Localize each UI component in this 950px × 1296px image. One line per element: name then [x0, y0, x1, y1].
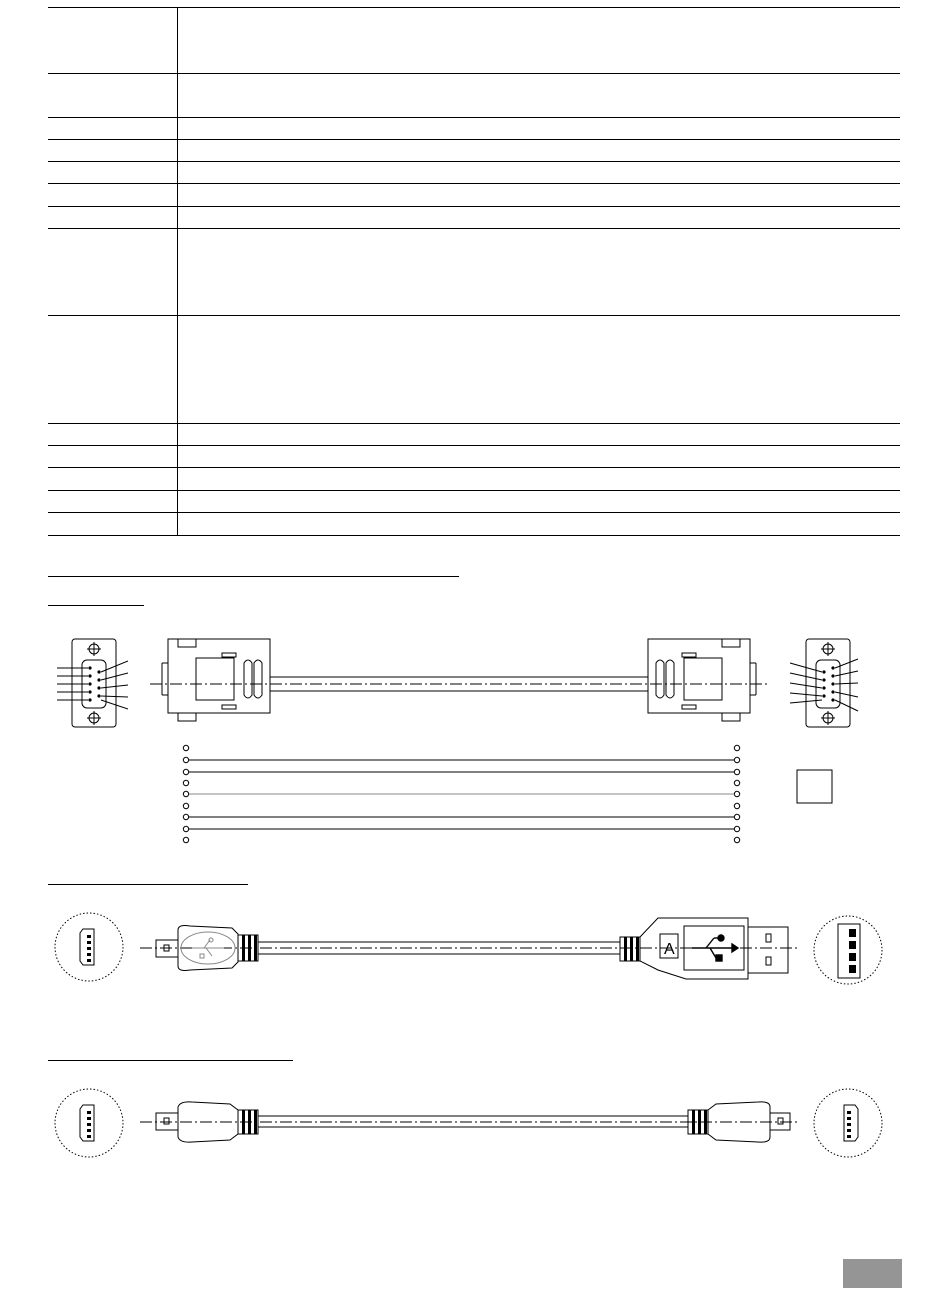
db9-plug-left	[162, 639, 648, 721]
row-label	[48, 118, 178, 140]
row-label	[48, 162, 178, 184]
table-row	[48, 184, 900, 207]
row-value	[178, 140, 901, 162]
spec-table	[48, 7, 900, 536]
row-label	[48, 207, 178, 229]
table-row	[48, 446, 900, 468]
row-value	[178, 207, 901, 229]
table-row	[48, 491, 900, 513]
page-number-badge	[843, 1259, 902, 1288]
table-row	[48, 140, 900, 162]
micro-usb-end-view-left	[55, 1089, 123, 1157]
row-value	[178, 118, 901, 140]
row-label	[48, 8, 178, 74]
table-row	[48, 468, 900, 491]
row-value	[178, 513, 901, 536]
table-row	[48, 118, 900, 140]
row-value	[178, 468, 901, 491]
wiring-diagram	[183, 745, 739, 842]
micro-micro-title	[48, 1060, 293, 1061]
row-label	[48, 74, 178, 118]
row-label	[48, 316, 178, 424]
row-label	[48, 424, 178, 446]
row-label	[48, 140, 178, 162]
row-value	[178, 74, 901, 118]
usb-a-micro-title	[48, 884, 248, 885]
table-row	[48, 207, 900, 229]
row-value	[178, 184, 901, 207]
row-label	[48, 446, 178, 468]
table-row	[48, 513, 900, 536]
db9-plug-right	[648, 639, 756, 721]
row-value	[178, 491, 901, 513]
row-value	[178, 162, 901, 184]
row-label	[48, 468, 178, 491]
table-row	[48, 8, 900, 74]
table-row	[48, 229, 900, 316]
table-row	[48, 424, 900, 446]
plug-a-letter: A	[664, 941, 675, 958]
row-value	[178, 8, 901, 74]
legend-box	[797, 770, 832, 803]
micro-usb-end-view-right	[814, 1089, 882, 1157]
db9-face-left	[57, 639, 128, 727]
table-row	[48, 316, 900, 424]
usb-a-end-view	[814, 916, 882, 984]
row-label	[48, 491, 178, 513]
db9-face-right	[790, 639, 858, 727]
table-row	[48, 74, 900, 118]
row-value	[178, 424, 901, 446]
micro-micro-diagram	[0, 1085, 950, 1175]
row-label	[48, 229, 178, 316]
usb-trident-icon	[692, 935, 738, 961]
row-value	[178, 446, 901, 468]
usb-a-micro-diagram	[0, 910, 950, 1000]
micro-usb-end-view-left	[55, 913, 123, 981]
serial-cable-diagram	[0, 625, 950, 845]
serial-cable-title	[48, 605, 144, 606]
row-label	[48, 184, 178, 207]
cables-heading	[48, 576, 459, 577]
table-row	[48, 162, 900, 184]
row-value	[178, 316, 901, 424]
row-value	[178, 229, 901, 316]
row-label	[48, 513, 178, 536]
